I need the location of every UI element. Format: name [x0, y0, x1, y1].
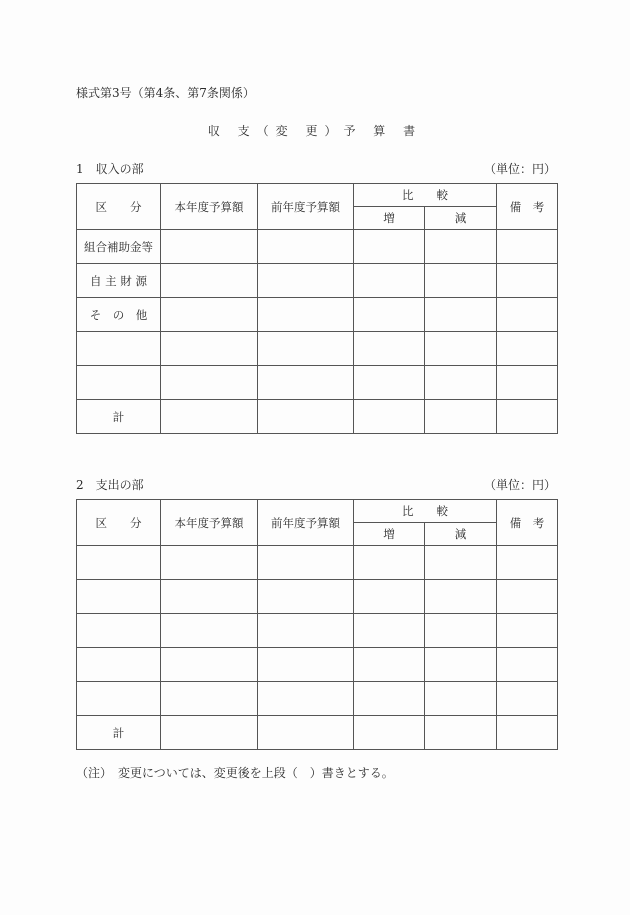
- total-remarks-cell[interactable]: [497, 716, 558, 750]
- category-cell[interactable]: [77, 682, 161, 716]
- increase-cell[interactable]: [354, 648, 425, 682]
- table-row: [77, 682, 558, 716]
- decrease-cell[interactable]: [425, 366, 497, 400]
- current-budget-cell[interactable]: [161, 230, 258, 264]
- remarks-cell[interactable]: [497, 546, 558, 580]
- remarks-cell[interactable]: [497, 682, 558, 716]
- document-title: 収 支（変 更）予 算 書: [207, 124, 423, 138]
- category-cell[interactable]: [77, 332, 161, 366]
- total-decrease-cell[interactable]: [425, 716, 497, 750]
- expenditure-table: [76, 499, 558, 750]
- current-budget-cell[interactable]: [161, 682, 258, 716]
- increase-cell[interactable]: [354, 230, 425, 264]
- decrease-cell[interactable]: [425, 682, 497, 716]
- remarks-cell[interactable]: [497, 614, 558, 648]
- header-category: 区 分: [77, 500, 161, 546]
- increase-cell[interactable]: [354, 580, 425, 614]
- category-cell: 自 主 財 源: [77, 264, 161, 298]
- expenditure-unit-label: （単位：円）: [484, 478, 557, 492]
- decrease-cell[interactable]: [425, 332, 497, 366]
- footnote: （注） 変更については、変更後を上段（ ）書きとする。: [76, 766, 394, 780]
- total-increase-cell[interactable]: [354, 400, 425, 434]
- current-budget-cell[interactable]: [161, 580, 258, 614]
- table-row: [77, 366, 558, 400]
- total-label: 計: [77, 400, 161, 434]
- previous-budget-cell[interactable]: [258, 230, 354, 264]
- income-table: [76, 183, 558, 434]
- total-row: [77, 716, 558, 750]
- increase-cell[interactable]: [354, 366, 425, 400]
- total-decrease-cell[interactable]: [425, 400, 497, 434]
- category-cell: 組合補助金等: [77, 230, 161, 264]
- previous-budget-cell[interactable]: [258, 332, 354, 366]
- current-budget-cell[interactable]: [161, 332, 258, 366]
- table-row: [77, 614, 558, 648]
- header-comparison: 比 較: [354, 184, 497, 207]
- total-remarks-cell[interactable]: [497, 400, 558, 434]
- table-row: [77, 298, 558, 332]
- table-row: [77, 332, 558, 366]
- current-budget-cell[interactable]: [161, 298, 258, 332]
- decrease-cell[interactable]: [425, 230, 497, 264]
- total-current-budget-cell[interactable]: [161, 716, 258, 750]
- table-row: [77, 230, 558, 264]
- current-budget-cell[interactable]: [161, 648, 258, 682]
- total-row: [77, 400, 558, 434]
- income-unit-label: （単位：円）: [484, 162, 557, 176]
- category-cell[interactable]: [77, 366, 161, 400]
- decrease-cell[interactable]: [425, 580, 497, 614]
- previous-budget-cell[interactable]: [258, 546, 354, 580]
- previous-budget-cell[interactable]: [258, 580, 354, 614]
- decrease-cell[interactable]: [425, 298, 497, 332]
- table-row: [77, 580, 558, 614]
- table-row: [77, 546, 558, 580]
- increase-cell[interactable]: [354, 546, 425, 580]
- header-previous-budget: 前年度予算額: [258, 184, 354, 230]
- category-cell: そ の 他: [77, 298, 161, 332]
- total-current-budget-cell[interactable]: [161, 400, 258, 434]
- remarks-cell[interactable]: [497, 332, 558, 366]
- category-cell[interactable]: [77, 648, 161, 682]
- remarks-cell[interactable]: [497, 580, 558, 614]
- current-budget-cell[interactable]: [161, 614, 258, 648]
- header-decrease: 減: [425, 207, 497, 230]
- header-decrease: 減: [425, 523, 497, 546]
- previous-budget-cell[interactable]: [258, 298, 354, 332]
- table-row: [77, 264, 558, 298]
- increase-cell[interactable]: [354, 682, 425, 716]
- decrease-cell[interactable]: [425, 546, 497, 580]
- current-budget-cell[interactable]: [161, 366, 258, 400]
- total-previous-budget-cell[interactable]: [258, 716, 354, 750]
- previous-budget-cell[interactable]: [258, 648, 354, 682]
- increase-cell[interactable]: [354, 332, 425, 366]
- current-budget-cell[interactable]: [161, 264, 258, 298]
- decrease-cell[interactable]: [425, 648, 497, 682]
- header-previous-budget: 前年度予算額: [258, 500, 354, 546]
- current-budget-cell[interactable]: [161, 546, 258, 580]
- category-cell[interactable]: [77, 614, 161, 648]
- previous-budget-cell[interactable]: [258, 264, 354, 298]
- remarks-cell[interactable]: [497, 366, 558, 400]
- table-row: [77, 648, 558, 682]
- previous-budget-cell[interactable]: [258, 366, 354, 400]
- previous-budget-cell[interactable]: [258, 682, 354, 716]
- income-section-label: 1 収入の部: [76, 162, 144, 176]
- header-increase: 増: [354, 523, 425, 546]
- previous-budget-cell[interactable]: [258, 614, 354, 648]
- category-cell[interactable]: [77, 546, 161, 580]
- header-increase: 増: [354, 207, 425, 230]
- decrease-cell[interactable]: [425, 264, 497, 298]
- remarks-cell[interactable]: [497, 298, 558, 332]
- total-previous-budget-cell[interactable]: [258, 400, 354, 434]
- expenditure-section-label: 2 支出の部: [76, 478, 144, 492]
- remarks-cell[interactable]: [497, 264, 558, 298]
- total-label: 計: [77, 716, 161, 750]
- remarks-cell[interactable]: [497, 648, 558, 682]
- header-current-budget: 本年度予算額: [161, 500, 258, 546]
- header-remarks: 備 考: [497, 184, 558, 230]
- increase-cell[interactable]: [354, 614, 425, 648]
- increase-cell[interactable]: [354, 298, 425, 332]
- category-cell[interactable]: [77, 580, 161, 614]
- form-number: 様式第3号（第4条、第7条関係）: [76, 86, 255, 100]
- header-current-budget: 本年度予算額: [161, 184, 258, 230]
- header-remarks: 備 考: [497, 500, 558, 546]
- total-increase-cell[interactable]: [354, 716, 425, 750]
- decrease-cell[interactable]: [425, 614, 497, 648]
- increase-cell[interactable]: [354, 264, 425, 298]
- remarks-cell[interactable]: [497, 230, 558, 264]
- header-comparison: 比 較: [354, 500, 497, 523]
- header-category: 区 分: [77, 184, 161, 230]
